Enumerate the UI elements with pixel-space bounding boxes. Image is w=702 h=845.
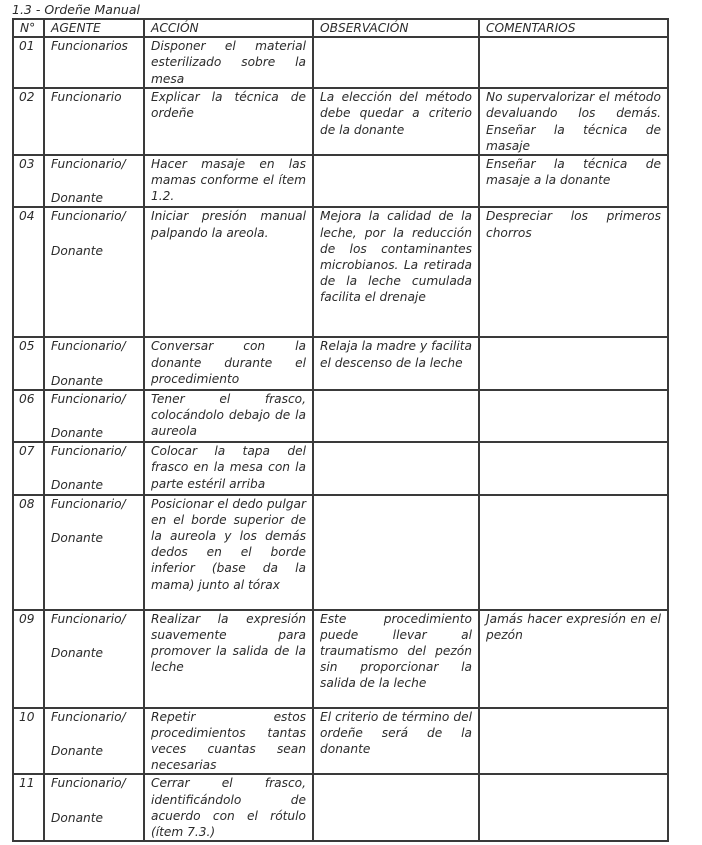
milking-procedure-table <box>12 18 669 842</box>
row-number: 02 <box>13 88 44 155</box>
table-row <box>13 495 668 610</box>
row-agent <box>44 442 144 494</box>
row-action: Realizar la expresión suavemente para promover la salida de la leche <box>144 610 313 708</box>
header-number: N° <box>13 19 44 37</box>
agent-line: Funcionario/ <box>51 611 126 626</box>
agent-line: Funcionario/ <box>51 444 126 459</box>
row-comments <box>479 390 668 442</box>
table-row <box>13 37 668 88</box>
row-number: 09 <box>13 610 44 708</box>
row-comments <box>479 774 668 841</box>
row-agent <box>44 337 144 389</box>
row-action: Disponer el material esterilizado sobre la mesa <box>144 37 313 88</box>
row-observation: La elección del método debe quedar a criterio de la donante <box>313 88 479 155</box>
row-observation: El criterio de término del ordeñe será de la donante <box>313 708 479 775</box>
agent-line: Donante <box>51 645 104 660</box>
row-number: 08 <box>13 495 44 610</box>
agent-line: Funcionario/ <box>51 776 126 791</box>
row-observation <box>313 442 479 494</box>
row-comments <box>479 337 668 389</box>
row-number: 06 <box>13 390 44 442</box>
row-observation <box>313 390 479 442</box>
agent-line: Funcionario/ <box>51 157 126 172</box>
row-number: 10 <box>13 708 44 775</box>
row-action: Explicar la técnica de ordeñe <box>144 88 313 155</box>
section-title: 1.3 - Ordeñe Manual <box>12 2 140 17</box>
header-comments: COMENTARIOS <box>479 19 668 37</box>
row-agent <box>44 774 144 841</box>
row-agent <box>44 610 144 708</box>
row-number: 01 <box>13 37 44 88</box>
row-observation <box>313 774 479 841</box>
table-row <box>13 774 668 841</box>
agent-line: Donante <box>51 191 104 206</box>
header-agent: AGENTE <box>44 19 144 37</box>
row-agent <box>44 708 144 775</box>
row-agent <box>44 155 144 207</box>
table-row <box>13 207 668 337</box>
row-observation <box>313 37 479 88</box>
row-action: Posicionar el dedo pulgar en el borde superior de la aureola y los demás dedos en el borde inferior (base da la mama) junto al tórax <box>144 495 313 610</box>
row-observation <box>313 155 479 207</box>
row-observation <box>313 495 479 610</box>
table-row <box>13 610 668 708</box>
row-action: Tener el frasco, colocándolo debajo de la aureola <box>144 390 313 442</box>
row-action: Cerrar el frasco, identificándolo de acuerdo con el rótulo (ítem 7.3.) <box>144 774 313 841</box>
agent-line: Funcionario/ <box>51 209 126 224</box>
row-agent <box>44 88 144 155</box>
table-row <box>13 390 668 442</box>
row-number: 11 <box>13 774 44 841</box>
row-number: 05 <box>13 337 44 389</box>
agent-line: Donante <box>51 243 104 258</box>
row-number: 04 <box>13 207 44 337</box>
table-row <box>13 88 668 155</box>
row-comments <box>479 708 668 775</box>
row-observation: Este procedimiento puede llevar al traumatismo del pezón sin proporcionar la salida de la leche <box>313 610 479 708</box>
row-comments: Enseñar la técnica de masaje a la donante <box>479 155 668 207</box>
row-agent <box>44 390 144 442</box>
agent-line: Donante <box>51 530 104 545</box>
agent-line: Funcionarios <box>51 39 128 54</box>
row-agent <box>44 207 144 337</box>
agent-line: Funcionario/ <box>51 709 126 724</box>
row-action: Repetir estos procedimientos tantas veces cuantas sean necesarias <box>144 708 313 775</box>
row-comments: Jamás hacer expresión en el pezón <box>479 610 668 708</box>
agent-line: Donante <box>51 373 104 388</box>
agent-line: Donante <box>51 743 104 758</box>
row-observation: Relaja la madre y facilita el descenso de la leche <box>313 337 479 389</box>
agent-line: Donante <box>51 810 104 825</box>
row-comments <box>479 442 668 494</box>
table-row <box>13 442 668 494</box>
table-row <box>13 708 668 775</box>
table-row <box>13 155 668 207</box>
row-observation: Mejora la calidad de la leche, por la reducción de los contaminantes microbianos. La retirada de la leche cumulada facilita el drenaje <box>313 207 479 337</box>
agent-line: Funcionario <box>51 90 122 105</box>
row-action: Hacer masaje en las mamas conforme el ítem 1.2. <box>144 155 313 207</box>
table-header-row <box>13 19 668 37</box>
row-agent <box>44 495 144 610</box>
header-action: ACCIÓN <box>144 19 313 37</box>
row-comments: No supervalorizar el método devaluando los demás. Enseñar la técnica de masaje <box>479 88 668 155</box>
row-action: Conversar con la donante durante el procedimiento <box>144 337 313 389</box>
row-action: Colocar la tapa del frasco en la mesa con la parte estéril arriba <box>144 442 313 494</box>
row-comments: Despreciar los primeros chorros <box>479 207 668 337</box>
header-observation: OBSERVACIÓN <box>313 19 479 37</box>
agent-line: Donante <box>51 478 104 493</box>
row-action: Iniciar presión manual palpando la areola. <box>144 207 313 337</box>
row-agent <box>44 37 144 88</box>
agent-line: Funcionario/ <box>51 496 126 511</box>
agent-line: Funcionario/ <box>51 339 126 354</box>
row-comments <box>479 37 668 88</box>
row-number: 07 <box>13 442 44 494</box>
agent-line: Donante <box>51 426 104 441</box>
row-number: 03 <box>13 155 44 207</box>
row-comments <box>479 495 668 610</box>
agent-line: Funcionario/ <box>51 391 126 406</box>
table-row <box>13 337 668 389</box>
